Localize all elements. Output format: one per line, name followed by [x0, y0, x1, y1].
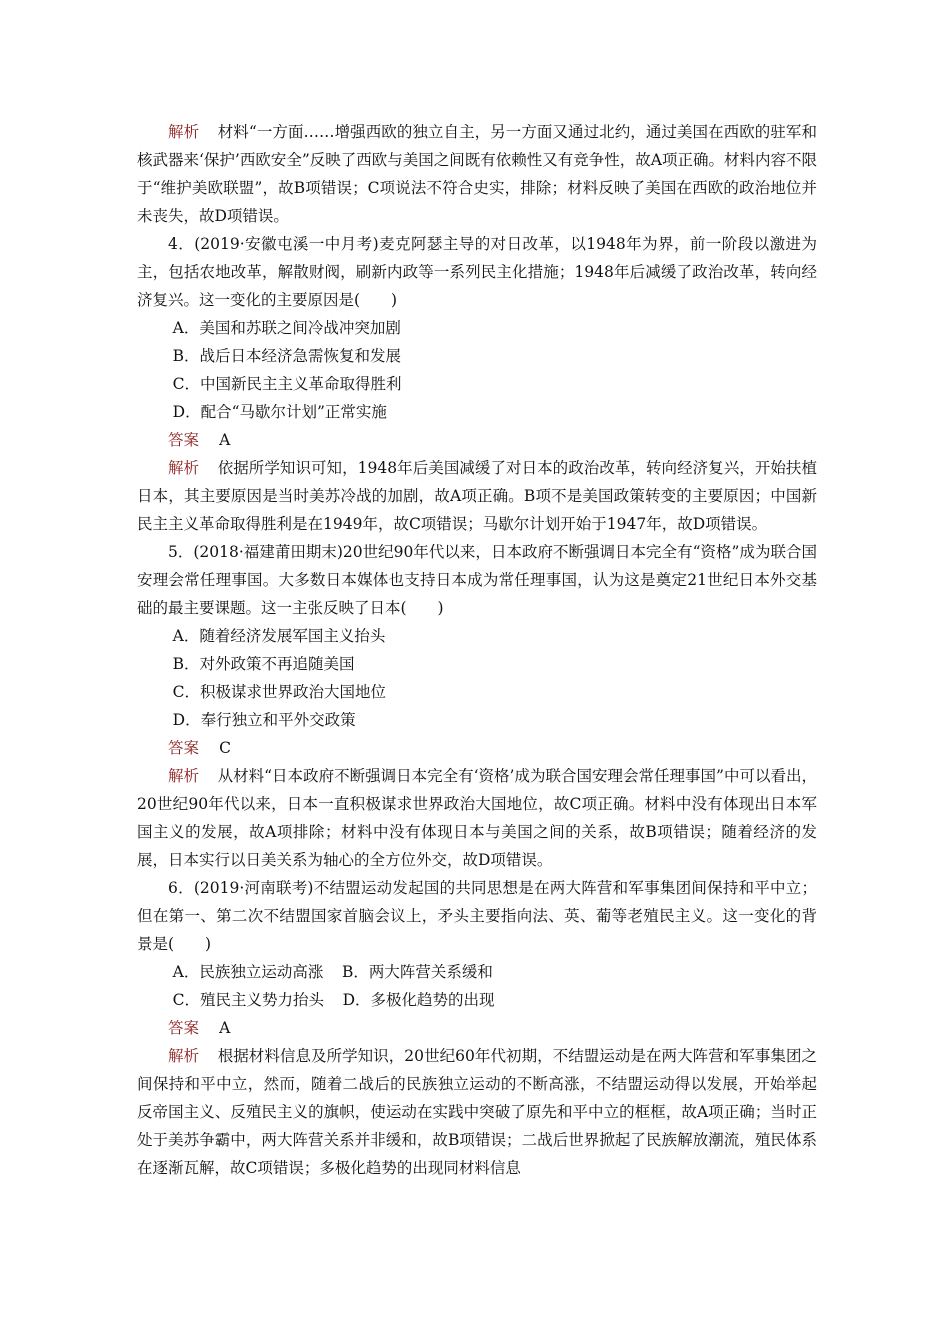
- q5-stem: 5．(2018·福建莆田期末)20世纪90年代以来，日本政府不断强调日本完全有“资格”成为联合国安理会常任理事国。大多数日本媒体也支持日本成为常任理事国，认为这是奠定21世纪日本外交基础的最主要课题。这一主张反映了日本( ): [137, 543, 817, 617]
- document-page: [137, 118, 817, 1182]
- q4-answer: [137, 426, 817, 454]
- q6-answer: [137, 1014, 817, 1042]
- q4-analysis: [137, 454, 817, 538]
- analysis-label: 解析: [168, 123, 200, 141]
- analysis-label: 解析: [168, 1047, 200, 1065]
- q5-option-b: B．对外政策不再追随美国: [172, 655, 355, 673]
- q3-analysis-text: 材料“一方面……增强西欧的独立自主，另一方面又通过北约，通过美国在西欧的驻军和核武器来‘保护’西欧安全”反映了西欧与美国之间既有依赖性又有竞争性，故A项正确。材料内容不限于“维护美欧联盟”，故B项错误；C项说法不符合史实，排除；材料反映了美国在西欧的政治地位并未丧失，故D项错误。: [137, 123, 817, 225]
- q4-option-a: A．美国和苏联之间冷战冲突加剧: [172, 319, 401, 337]
- q4-option-b: B．战后日本经济急需恢复和发展: [172, 347, 402, 365]
- q4-analysis-text: 依据所学知识可知，1948年后美国减缓了对日本的政治改革，转向经济复兴，开始扶植日本，其主要原因是当时美苏冷战的加剧，故A项正确。B项不是美国政策转变的主要原因；中国新民主主义革命取得胜利是在1949年，故C项错误；马歇尔计划开始于1947年，故D项错误。: [137, 459, 817, 533]
- q5-analysis: [137, 762, 817, 874]
- q5-option-d: D．奉行独立和平外交政策: [172, 711, 356, 729]
- q4-answer-value: A: [219, 431, 231, 449]
- q6-option-a: A．民族独立运动高涨: [172, 963, 324, 981]
- q6-option-d: D．多极化趋势的出现: [342, 991, 495, 1009]
- q6-options-row-2: [137, 986, 817, 1014]
- q4-option-c: C．中国新民主主义革命取得胜利: [172, 375, 402, 393]
- q4-stem: 4．(2019·安徽屯溪一中月考)麦克阿瑟主导的对日改革，以1948年为界，前一阶段以激进为主，包括农地改革，解散财阀，刷新内政等一系列民主化措施；1948年后减缓了政治改革，转向经济复兴。这一变化的主要原因是( ): [137, 235, 817, 309]
- q5-option-a: A．随着经济发展军国主义抬头: [172, 627, 386, 645]
- answer-label: 答案: [168, 1019, 200, 1037]
- q5-option-c: C．积极谋求世界政治大国地位: [172, 683, 387, 701]
- q6-options-row-1: [137, 958, 817, 986]
- q4-option-d: D．配合“马歇尔计划”正常实施: [172, 403, 387, 421]
- answer-label: 答案: [168, 431, 200, 449]
- q3-analysis: [137, 118, 817, 230]
- q6-option-c: C．殖民主义势力抬头: [172, 991, 325, 1009]
- q6-answer-value: A: [219, 1019, 231, 1037]
- q6-stem: 6．(2019·河南联考)不结盟运动发起国的共同思想是在两大阵营和军事集团间保持和平中立；但在第一、第二次不结盟国家首脑会议上，矛头主要指向法、英、葡等老殖民主义。这一变化的背景是( ): [137, 879, 817, 953]
- analysis-label: 解析: [168, 459, 200, 477]
- analysis-label: 解析: [168, 767, 200, 785]
- q6-option-b: B．两大阵营关系缓和: [341, 963, 493, 981]
- q5-answer-value: C: [219, 739, 232, 757]
- q6-analysis-text: 根据材料信息及所学知识，20世纪60年代初期，不结盟运动是在两大阵营和军事集团之间保持和平中立，然而，随着二战后的民族独立运动的不断高涨，不结盟运动得以发展，开始举起反帝国主义、反殖民主义的旗帜，使运动在实践中突破了原先和平中立的框框，故A项正确；当时正处于美苏争霸中，两大阵营关系并非缓和，故B项错误；二战后世界掀起了民族解放潮流，殖民体系在逐渐瓦解，故C项错误；多极化趋势的出现同材料信息: [137, 1047, 817, 1177]
- q6-analysis: [137, 1042, 817, 1182]
- answer-label: 答案: [168, 739, 200, 757]
- q5-answer: [137, 734, 817, 762]
- q5-analysis-text: 从材料“日本政府不断强调日本完全有‘资格’成为联合国安理会常任理事国”中可以看出，20世纪90年代以来，日本一直积极谋求世界政治大国地位，故C项正确。材料中没有体现出日本军国主义的发展，故A项排除；材料中没有体现日本与美国之间的关系，故B项错误；随着经济的发展，日本实行以日美关系为轴心的全方位外交，故D项错误。: [137, 767, 817, 869]
